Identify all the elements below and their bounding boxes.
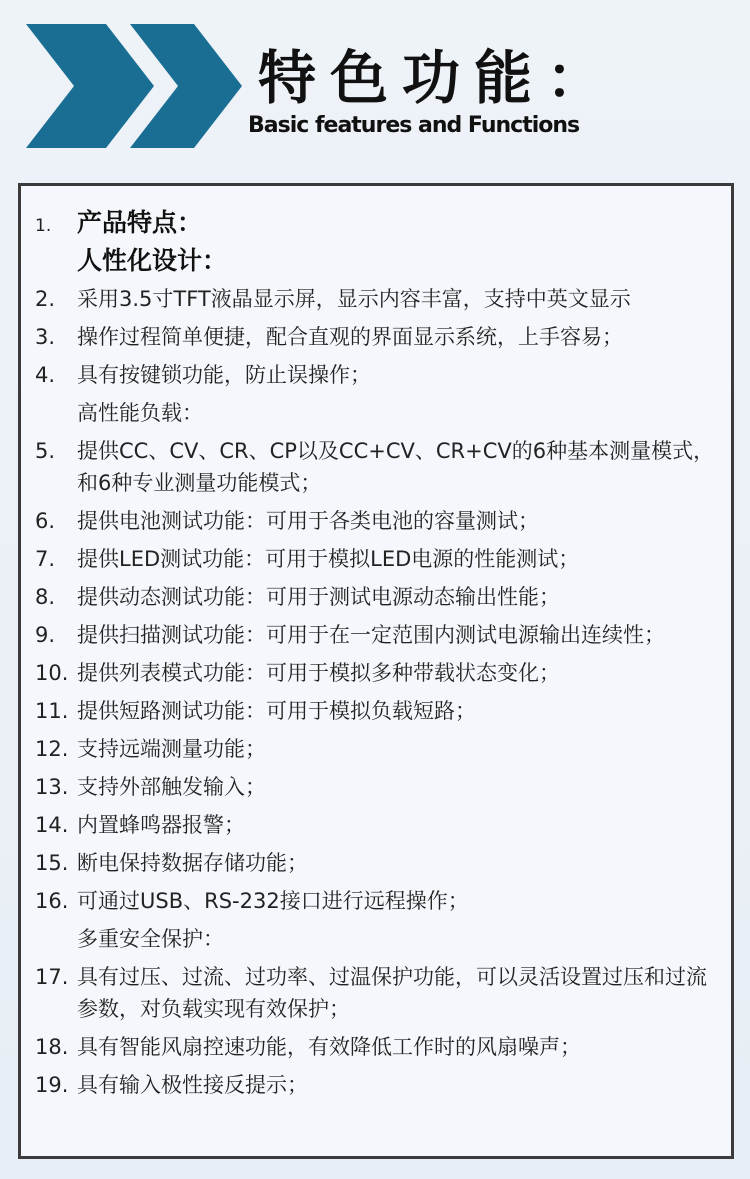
- item-text: 支持远端测量功能；: [77, 737, 266, 761]
- list-item: [35, 844, 725, 882]
- item-text: 提供短路测试功能：可用于模拟负载短路；: [77, 699, 476, 723]
- header: [0, 0, 750, 160]
- item-number: 7.: [35, 547, 56, 571]
- item-text: 具有智能风扇控速功能，有效降低工作时的风扇噪声；: [77, 1035, 581, 1059]
- list-item: [35, 1028, 725, 1066]
- chevron-left-shape: [26, 24, 154, 148]
- section-subheading: 高性能负载：: [77, 401, 203, 425]
- list-item: [35, 958, 725, 1028]
- item-text: 具有过压、过流、过功率、过温保护功能，可以灵活设置过压和过流参数，对负载实现有效保护；: [77, 965, 707, 1021]
- item-text: 具有按键锁功能，防止误操作；: [77, 363, 371, 387]
- list-item: [35, 730, 725, 768]
- item-number: 13.: [35, 775, 69, 799]
- list-item: [35, 692, 725, 730]
- double-chevron-icon: [26, 24, 266, 154]
- list-item: [35, 318, 725, 356]
- list-item: [35, 280, 725, 318]
- item-text: 提供电池测试功能：可用于各类电池的容量测试；: [77, 509, 539, 533]
- item-number: 10.: [35, 661, 69, 685]
- item-number: 16.: [35, 889, 69, 913]
- item-number: 9.: [35, 623, 56, 647]
- list-item: [35, 540, 725, 578]
- item-number: 2.: [35, 287, 56, 311]
- item-text: 操作过程简单便捷，配合直观的界面显示系统，上手容易；: [77, 325, 623, 349]
- list-item: [35, 356, 725, 394]
- page-title: 特色功能：: [258, 44, 619, 112]
- item-text: 断电保持数据存储功能；: [77, 851, 308, 875]
- item-text: 提供LED测试功能：可用于模拟LED电源的性能测试；: [77, 547, 580, 571]
- list-item: [35, 502, 725, 540]
- list-item: [35, 578, 725, 616]
- item-number: 6.: [35, 509, 56, 533]
- item-number: 12.: [35, 737, 69, 761]
- page-subtitle: Basic features and Functions: [248, 113, 580, 138]
- item-number: 14.: [35, 813, 69, 837]
- item-text: 内置蜂鸣器报警；: [77, 813, 245, 837]
- item-number: 3.: [35, 325, 56, 349]
- list-item: [35, 882, 725, 920]
- item-text: 可通过USB、RS-232接口进行远程操作；: [77, 889, 469, 913]
- list-item: [35, 432, 725, 502]
- item-text: 具有输入极性接反提示；: [77, 1073, 308, 1097]
- list-item: [35, 806, 725, 844]
- list-item: [35, 1066, 725, 1104]
- item-number: 18.: [35, 1035, 69, 1059]
- item-number: 1.: [35, 216, 52, 236]
- item-number: 19.: [35, 1073, 69, 1097]
- list-item: [35, 242, 725, 280]
- item-number: 5.: [35, 439, 56, 463]
- item-number: 15.: [35, 851, 69, 875]
- item-text: 支持外部触发输入；: [77, 775, 266, 799]
- item-number: 8.: [35, 585, 56, 609]
- item-number: 17.: [35, 965, 69, 989]
- list-item: [35, 768, 725, 806]
- features-list: [35, 204, 725, 1104]
- list-item: [35, 616, 725, 654]
- item-text: 采用3.5寸TFT液晶显示屏，显示内容丰富，支持中英文显示: [77, 287, 631, 311]
- section-heading-product: 产品特点：: [77, 208, 203, 237]
- features-panel: [18, 183, 734, 1159]
- item-number: 11.: [35, 699, 69, 723]
- items-container: [35, 280, 725, 1104]
- list-item: [35, 654, 725, 692]
- item-text: 提供CC、CV、CR、CP以及CC+CV、CR+CV的6种基本测量模式，和6种专业测量功能模式；: [77, 439, 715, 495]
- item-text: 提供列表模式功能：可用于模拟多种带载状态变化；: [77, 661, 560, 685]
- item-text: 提供扫描测试功能：可用于在一定范围内测试电源输出连续性；: [77, 623, 665, 647]
- list-item: [35, 204, 725, 242]
- item-number: 4.: [35, 363, 56, 387]
- section-subheading: 多重安全保护：: [77, 927, 224, 951]
- item-text: 提供动态测试功能：可用于测试电源动态输出性能；: [77, 585, 560, 609]
- section-heading-design: 人性化设计：: [77, 246, 228, 275]
